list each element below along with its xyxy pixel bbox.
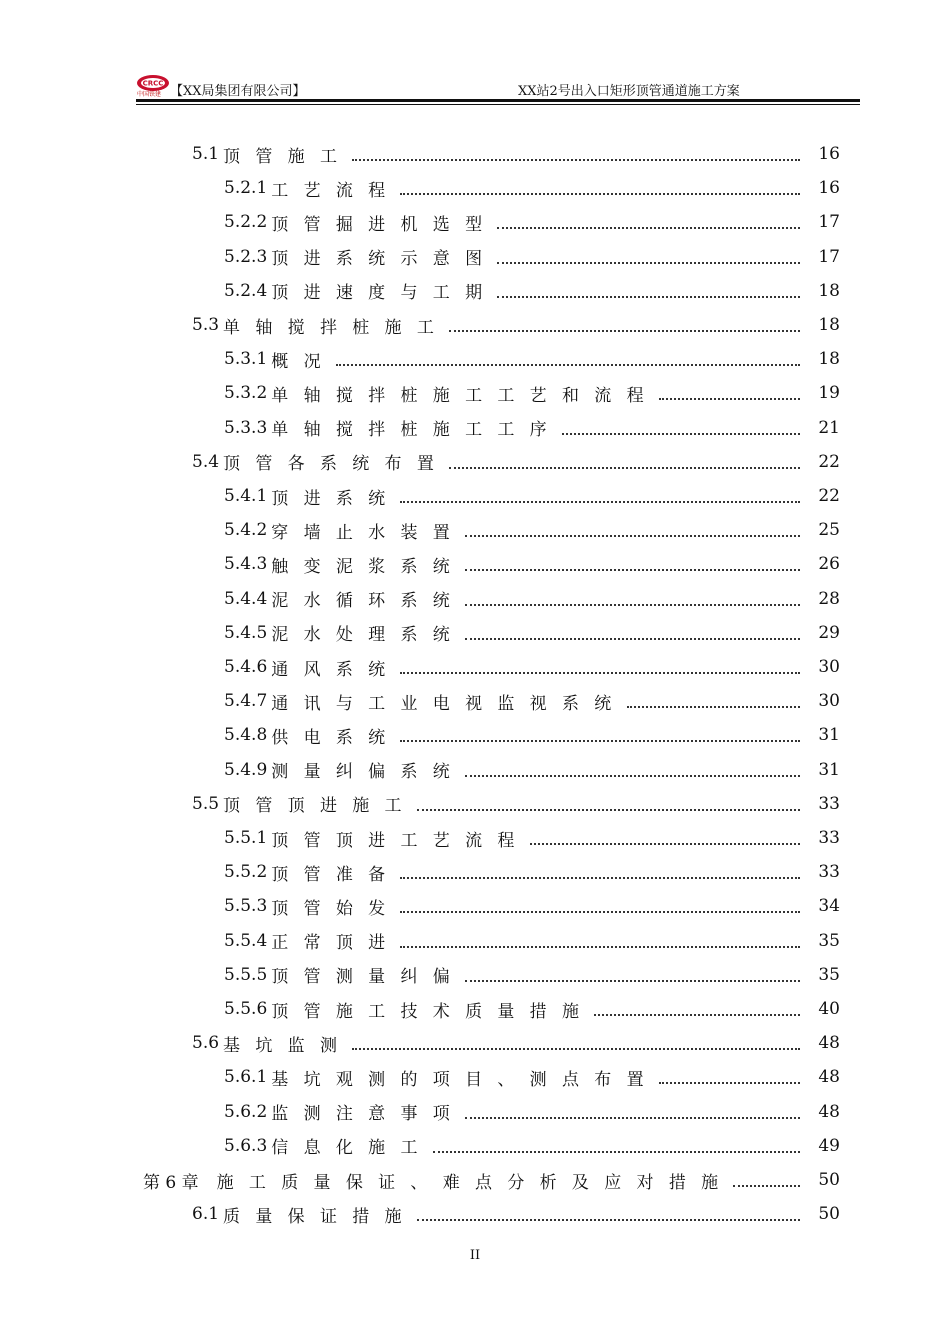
toc-entry[interactable] — [224, 992, 840, 1026]
toc-entry-title: 顶进系统示意图 — [271, 249, 498, 270]
toc-entry-title: 概况 — [271, 351, 336, 372]
toc-entry-page: 16 — [818, 144, 840, 164]
toc-entry-number: 5.5.4 — [224, 930, 268, 951]
toc-entry-number: 5.4.5 — [224, 622, 268, 643]
toc-entry-page: 28 — [818, 588, 840, 609]
toc-entry-page: 30 — [818, 691, 840, 712]
toc-dot-leader — [352, 159, 800, 161]
toc-entry-number: 5.5.6 — [224, 999, 268, 1019]
toc-entry[interactable] — [224, 924, 840, 958]
toc-dot-leader — [594, 1014, 800, 1016]
toc-entry-title: 顶管始发 — [271, 898, 401, 919]
toc-dot-leader — [400, 946, 800, 948]
toc-entry-page: 50 — [818, 1204, 840, 1225]
toc-entry-number: 5.2.4 — [224, 280, 268, 301]
toc-entry[interactable] — [224, 1095, 840, 1129]
toc-dot-leader — [562, 433, 800, 435]
toc-entry-title: 信息化施工 — [271, 1138, 433, 1159]
toc-entry-title: 通风系统 — [271, 659, 401, 680]
logo-caption: 中国铁建 — [137, 91, 162, 98]
toc-entry-number: 5.4.3 — [224, 554, 268, 575]
toc-entry-number: 5.4.2 — [224, 520, 268, 541]
toc-entry-number: 5.4 — [192, 451, 220, 472]
toc-entry-title: 顶管测量纠偏 — [271, 967, 466, 988]
toc-entry-number: 5.4.7 — [224, 691, 268, 712]
toc-entry-title: 施工质量保证、难点分析及应对措施 — [216, 1172, 734, 1193]
toc-entry-page: 50 — [818, 1170, 840, 1190]
toc-entry-page: 18 — [818, 315, 840, 335]
toc-entry-page: 33 — [818, 862, 840, 883]
toc-entry-title: 工艺流程 — [271, 180, 401, 201]
toc-entry-number: 5.5.3 — [224, 896, 268, 917]
toc-entry[interactable] — [224, 513, 840, 547]
toc-dot-leader — [465, 604, 800, 606]
toc-entry-title: 单轴搅拌桩施工工艺和流程 — [271, 385, 659, 406]
toc-entry[interactable] — [224, 889, 840, 923]
toc-dot-leader — [497, 296, 800, 298]
toc-entry-number: 第 6 章 — [143, 1172, 199, 1193]
toc-entry[interactable] — [192, 308, 840, 342]
toc-entry-title: 顶管各系统布置 — [223, 454, 450, 475]
toc-entry-title: 监测注意事项 — [271, 1104, 466, 1125]
toc-entry-title: 基坑监测 — [223, 1035, 353, 1056]
toc-entry[interactable] — [224, 650, 840, 684]
toc-entry-page: 21 — [818, 417, 840, 438]
toc-entry-title: 泥水循环系统 — [271, 591, 466, 612]
toc-dot-leader — [433, 1151, 800, 1153]
toc-entry-page: 33 — [818, 793, 840, 814]
toc-dot-leader — [400, 877, 800, 879]
toc-entry-page: 48 — [818, 1101, 840, 1122]
toc-entry-page: 35 — [818, 964, 840, 985]
toc-entry-page: 33 — [818, 828, 840, 848]
toc-entry-number: 5.2.3 — [224, 246, 268, 267]
toc-entry[interactable] — [192, 137, 840, 171]
header-rule-thick — [136, 99, 860, 102]
toc-entry-number: 5.3.1 — [224, 349, 268, 370]
toc-entry[interactable] — [224, 479, 840, 513]
toc-entry[interactable] — [224, 171, 840, 205]
toc-entry-number: 5.3.3 — [224, 417, 268, 438]
toc-entry-title: 测量纠偏系统 — [271, 762, 466, 783]
toc-dot-leader — [417, 1219, 800, 1221]
toc-dot-leader — [400, 501, 800, 503]
toc-entry-number: 5.1 — [192, 144, 220, 164]
toc-dot-leader — [733, 1185, 800, 1187]
toc-entry-number: 5.4.4 — [224, 588, 268, 609]
toc-entry-number: 5.5 — [192, 793, 220, 814]
toc-entry[interactable] — [224, 205, 840, 239]
toc-entry-page: 18 — [818, 280, 840, 301]
toc-entry-number: 5.6.3 — [224, 1135, 268, 1156]
toc-entry-number: 5.3.2 — [224, 383, 268, 404]
toc-dot-leader — [530, 843, 800, 845]
toc-entry-number: 5.4.6 — [224, 657, 268, 677]
toc-entry-page: 48 — [818, 1033, 840, 1054]
toc-entry-number: 5.4.9 — [224, 759, 268, 780]
toc-dot-leader — [627, 706, 800, 708]
toc-entry[interactable] — [192, 787, 840, 821]
toc-entry[interactable] — [224, 1129, 840, 1163]
toc-entry-title: 供电系统 — [271, 727, 401, 748]
toc-dot-leader — [497, 262, 800, 264]
toc-dot-leader — [417, 809, 800, 811]
toc-entry-number: 5.4.1 — [224, 486, 268, 506]
toc-entry-page: 26 — [818, 554, 840, 575]
toc-entry-title: 穿墙止水装置 — [271, 522, 466, 543]
toc-entry[interactable] — [192, 445, 840, 479]
toc-entry[interactable] — [224, 958, 840, 992]
toc-entry[interactable] — [224, 1060, 840, 1094]
toc-dot-leader — [400, 193, 800, 195]
toc-dot-leader — [465, 569, 800, 571]
toc-entry-number: 6.1 — [192, 1204, 220, 1225]
toc-entry[interactable] — [224, 274, 840, 308]
toc-entry-title: 顶管顶进施工 — [223, 796, 417, 817]
toc-entry-number: 5.5.1 — [224, 828, 268, 848]
toc-dot-leader — [352, 1048, 800, 1050]
toc-entry[interactable] — [224, 342, 840, 376]
toc-entry-page: 25 — [818, 520, 840, 541]
toc-entry-page: 22 — [818, 486, 840, 506]
toc-entry-page: 31 — [818, 759, 840, 780]
toc-dot-leader — [465, 1117, 800, 1119]
toc-entry-title: 顶进速度与工期 — [271, 283, 498, 304]
toc-entry[interactable] — [192, 1197, 840, 1231]
toc-dot-leader — [400, 740, 800, 742]
toc-dot-leader — [659, 1082, 800, 1084]
toc-entry-page: 40 — [818, 999, 840, 1019]
toc-entry-title: 顶管掘进机选型 — [271, 214, 498, 235]
toc-dot-leader — [465, 535, 800, 537]
toc-entry-title: 泥水处理系统 — [271, 625, 466, 646]
toc-entry[interactable] — [224, 753, 840, 787]
toc-entry-page: 31 — [818, 725, 840, 746]
toc-entry[interactable] — [224, 616, 840, 650]
toc-entry[interactable] — [224, 582, 840, 616]
toc-entry-page: 19 — [818, 383, 840, 404]
toc-entry-number: 5.5.2 — [224, 862, 268, 883]
toc-entry[interactable] — [224, 240, 840, 274]
toc-dot-leader — [465, 980, 800, 982]
toc-entry-number: 5.6.2 — [224, 1101, 268, 1122]
toc-entry-number: 5.5.5 — [224, 964, 268, 985]
toc-entry-title: 顶管施工技术质量措施 — [271, 1001, 595, 1022]
toc-dot-leader — [400, 911, 800, 913]
toc-entry-title: 单轴搅拌桩施工 — [223, 317, 450, 338]
document-title: XX站2号出入口矩形顶管通道施工方案 — [518, 84, 740, 99]
toc-entry-title: 正常顶进 — [271, 933, 401, 954]
toc-entry-title: 基坑观测的项目、测点布置 — [271, 1069, 659, 1090]
toc-entry[interactable] — [224, 684, 840, 718]
toc-dot-leader — [449, 330, 800, 332]
svg-text:CRCC: CRCC — [142, 79, 164, 88]
toc-entry-number: 5.6 — [192, 1033, 220, 1054]
toc-dot-leader — [400, 672, 800, 674]
toc-dot-leader — [497, 227, 800, 229]
toc-entry[interactable] — [224, 376, 840, 410]
toc-entry-title: 触变泥浆系统 — [271, 556, 466, 577]
header-rule-thin — [136, 104, 860, 105]
toc-entry[interactable] — [224, 411, 840, 445]
toc-entry-number: 5.3 — [192, 315, 220, 335]
toc-dot-leader — [465, 775, 800, 777]
toc-entry-page: 30 — [818, 657, 840, 677]
page-number: II — [469, 1248, 481, 1263]
toc-entry-page: 29 — [818, 622, 840, 643]
toc-entry-number: 5.2.2 — [224, 212, 268, 233]
toc-entry[interactable] — [224, 855, 840, 889]
toc-entry[interactable] — [224, 547, 840, 581]
toc-dot-leader — [449, 467, 800, 469]
toc-entry-title: 顶管顶进工艺流程 — [271, 830, 530, 851]
toc-entry-page: 35 — [818, 930, 840, 951]
toc-entry-title: 单轴搅拌桩施工工序 — [271, 420, 562, 441]
toc-entry-title: 顶管准备 — [271, 864, 401, 885]
toc-entry-title: 顶进系统 — [271, 488, 401, 509]
toc-entry-page: 18 — [818, 349, 840, 370]
toc-entry-number: 5.2.1 — [224, 178, 268, 199]
toc-entry-number: 5.4.8 — [224, 725, 268, 746]
toc-entry-title: 质量保证措施 — [223, 1206, 417, 1227]
company-name: 【XX局集团有限公司】 — [170, 84, 306, 99]
toc-entry-page: 17 — [818, 212, 840, 233]
toc-entry-page: 48 — [818, 1067, 840, 1088]
toc-entry-title: 通讯与工业电视监视系统 — [271, 693, 627, 714]
toc-entry-page: 49 — [818, 1135, 840, 1156]
toc-entry-page: 16 — [818, 178, 840, 199]
toc-entry-number: 5.6.1 — [224, 1067, 268, 1088]
page-header — [136, 70, 860, 104]
toc-entry[interactable] — [224, 718, 840, 752]
toc-entry-page: 17 — [818, 246, 840, 267]
toc-entry[interactable] — [143, 1163, 840, 1197]
toc-dot-leader — [336, 364, 800, 366]
toc-entry-title: 顶管施工 — [223, 146, 353, 167]
toc-dot-leader — [465, 638, 800, 640]
toc-dot-leader — [659, 398, 800, 400]
toc-entry[interactable] — [224, 821, 840, 855]
toc-entry[interactable] — [192, 1026, 840, 1060]
toc-entry-page: 22 — [818, 451, 840, 472]
toc-entry-page: 34 — [818, 896, 840, 917]
